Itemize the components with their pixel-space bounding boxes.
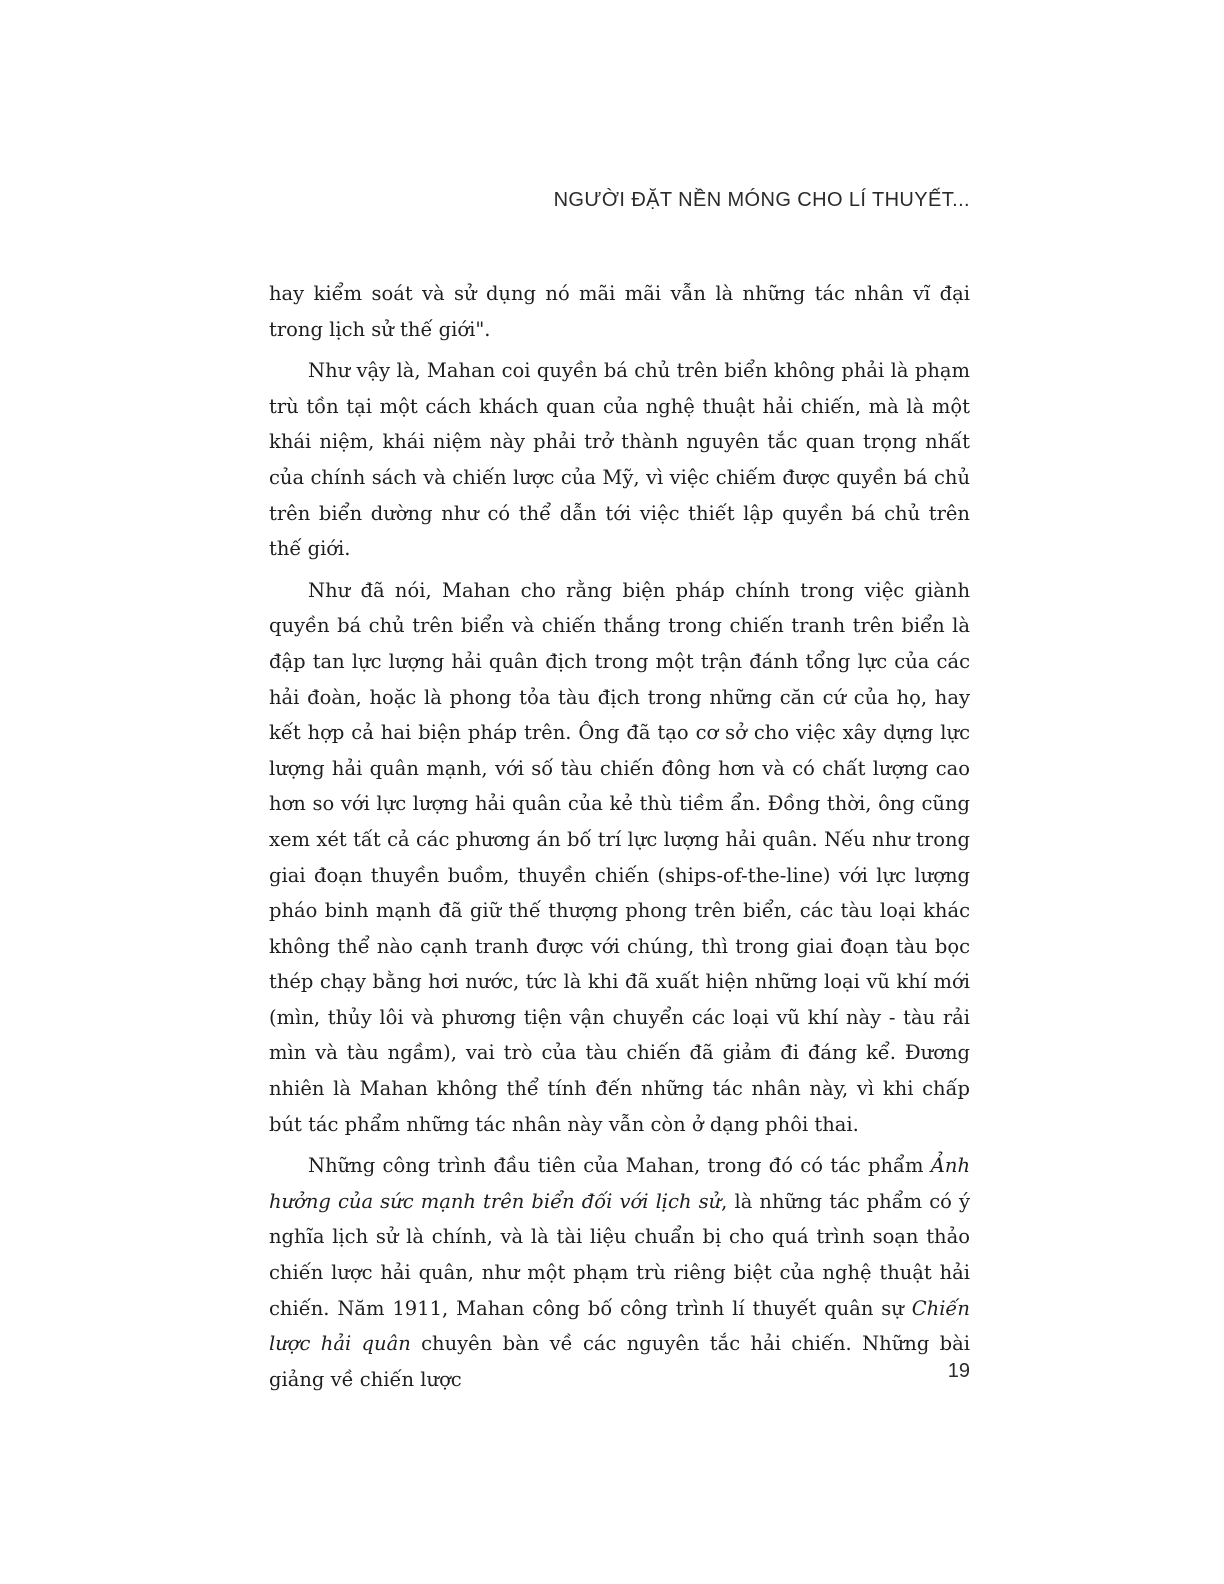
book-title-italic: Ảnh hưởng của sức mạnh trên biển đối với lịch sử	[269, 1154, 970, 1213]
paragraph-continued: hay kiểm soát và sử dụng nó mãi mãi vẫn là những tác nhân vĩ đại trong lịch sử thế giới".	[269, 282, 970, 341]
page-number: 19	[947, 1360, 970, 1382]
paragraph-mahan-works	[269, 1148, 970, 1397]
paragraph-text-segment: Những công trình đầu tiên của Mahan, trong đó có tác phẩm	[308, 1154, 931, 1178]
paragraph-mahan-methods: Như đã nói, Mahan cho rằng biện pháp chính trong việc giành quyền bá chủ trên biển và chiến thắng trong chiến tranh trên biển là đập tan lực lượng hải quân địch trong một trận đánh tổng lực của các hải đoàn, hoặc là phong tỏa tàu địch trong những căn cứ của họ, hay kết hợp cả hai biện pháp trên. Ông đã tạo cơ sở cho việc xây dựng lực lượng hải quân mạnh, với số tàu chiến đông hơn và có chất lượng cao hơn so với lực lượng hải quân của kẻ thù tiềm ẩn. Đồng thời, ông cũng xem xét tất cả các phương án bố trí lực lượng hải quân. Nếu như trong giai đoạn thuyền buồm, thuyền chiến (ships-of-the-line) với lực lượng pháo binh mạnh đã giữ thế thượng phong trên biển, các tàu loại khác không thể nào cạnh tranh được với chúng, thì trong giai đoạn tàu bọc thép chạy bằng hơi nước, tức là khi đã xuất hiện những loại vũ khí mới (mìn, thủy lôi và phương tiện vận chuyển các loại vũ khí này - tàu rải mìn và tàu ngầm), vai trò của tàu chiến đã giảm đi đáng kể. Đương nhiên là Mahan không thể tính đến những tác nhân này, vì khi chấp bút tác phẩm những tác nhân này vẫn còn ở dạng phôi thai.	[269, 578, 970, 1136]
paragraph-text-segment: , là những tác phẩm có ý nghĩa lịch sử là chính, và là tài liệu chuẩn bị cho quá trình soạn thảo chiến lược hải quân, như một phạm trù riêng biệt của nghệ thuật hải chiến. Năm 1911, Mahan công bố công trình lí thuyết quân sự	[269, 1189, 970, 1320]
paragraph-text-segment: chuyên bàn về các nguyên tắc hải chiến. Những bài giảng về chiến lược	[269, 1332, 970, 1391]
paragraph-mahan-sea-supremacy: Như vậy là, Mahan coi quyền bá chủ trên biển không phải là phạm trù tồn tại một cách khách quan của nghệ thuật hải chiến, mà là một khái niệm, khái niệm này phải trở thành nguyên tắc quan trọng nhất của chính sách và chiến lược của Mỹ, vì việc chiếm được quyền bá chủ trên biển dường như có thể dẫn tới việc thiết lập quyền bá chủ trên thế giới.	[269, 359, 970, 561]
body-text	[269, 276, 970, 1397]
book-title-italic: Chiến lược hải quân	[269, 1296, 970, 1356]
running-head: NGƯỜI ĐẶT NỀN MÓNG CHO LÍ THUYẾT...	[553, 189, 970, 211]
